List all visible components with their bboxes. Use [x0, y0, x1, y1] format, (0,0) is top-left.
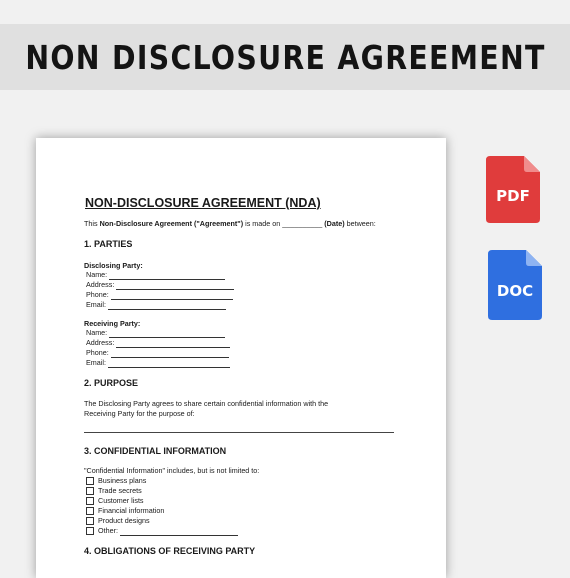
document-page — [36, 138, 446, 578]
field-label: Address: — [86, 280, 115, 289]
checkbox-icon — [86, 487, 94, 495]
disclosing-name-field — [84, 270, 404, 280]
blank-line — [111, 350, 229, 358]
field-label: Name: — [86, 328, 108, 337]
disclosing-party-heading: Disclosing Party: — [84, 261, 143, 270]
receiving-address-field — [84, 338, 404, 348]
blank-line — [109, 272, 225, 280]
intro-suffix: between: — [344, 219, 376, 228]
purpose-text: The Disclosing Party agrees to share certain confidential information with the Receiving Party for the purpose of: — [84, 399, 329, 418]
checklist-label: Customer lists — [98, 495, 144, 505]
intro-prefix: This — [84, 219, 100, 228]
field-label: Phone: — [86, 290, 109, 299]
blank-line — [108, 302, 226, 310]
title-banner — [0, 24, 570, 90]
blank-line — [120, 528, 238, 536]
doc-file-icon — [488, 250, 542, 317]
checkbox-icon — [86, 477, 94, 485]
section-heading-confidential: 3. CONFIDENTIAL INFORMATION — [84, 446, 227, 456]
intro-agreement-term: Non-Disclosure Agreement ("Agreement") — [99, 219, 244, 228]
checkbox-icon — [86, 527, 94, 535]
intro-middle: is made on __________ — [243, 219, 325, 228]
doc-label: DOC — [496, 282, 534, 300]
disclosing-address-field — [84, 280, 404, 290]
checklist-label: Business plans — [98, 475, 147, 485]
section-heading-parties: 1. PARTIES — [84, 239, 133, 249]
pdf-label: PDF — [496, 187, 530, 205]
checkbox-icon — [86, 497, 94, 505]
intro-date-term: (Date) — [324, 219, 345, 228]
document-content — [84, 196, 404, 556]
receiving-name-field — [84, 328, 404, 338]
field-label: Address: — [86, 338, 115, 347]
checklist-item — [84, 516, 404, 526]
field-label: Phone: — [86, 348, 109, 357]
checklist-label: Trade secrets — [98, 485, 142, 495]
receiving-phone-field — [84, 348, 404, 358]
blank-line — [109, 330, 225, 338]
document-title: NON-DISCLOSURE AGREEMENT (NDA) — [85, 196, 321, 210]
section-heading-obligations: 4. OBLIGATIONS OF RECEIVING PARTY — [84, 545, 256, 556]
confidential-intro: "Confidential Information" includes, but is not limited to: — [84, 466, 260, 475]
checklist-label: Financial information — [98, 505, 165, 515]
section-heading-purpose: 2. PURPOSE — [84, 378, 139, 388]
receiving-email-field — [84, 358, 404, 368]
checklist-item — [84, 496, 404, 506]
blank-line — [116, 282, 234, 290]
field-label: Email: — [86, 358, 106, 367]
checklist-item — [84, 506, 404, 516]
checklist-label: Other: — [98, 525, 118, 535]
checklist-label: Product designs — [98, 515, 150, 525]
checkbox-icon — [86, 507, 94, 515]
banner-title: NON DISCLOSURE AGREEMENT — [24, 37, 546, 77]
checklist-item — [84, 476, 404, 486]
blank-line — [116, 340, 230, 348]
blank-line — [111, 292, 233, 300]
checklist-item — [84, 486, 404, 496]
purpose-blank-line — [84, 431, 394, 433]
blank-line — [108, 360, 230, 368]
field-label: Email: — [86, 300, 106, 309]
intro-sentence — [84, 219, 404, 228]
checkbox-icon — [86, 517, 94, 525]
receiving-party-heading: Receiving Party: — [84, 319, 141, 328]
checklist-item — [84, 526, 404, 536]
field-label: Name: — [86, 270, 108, 279]
pdf-file-icon — [486, 156, 540, 223]
disclosing-email-field — [84, 300, 404, 310]
disclosing-phone-field — [84, 290, 404, 300]
